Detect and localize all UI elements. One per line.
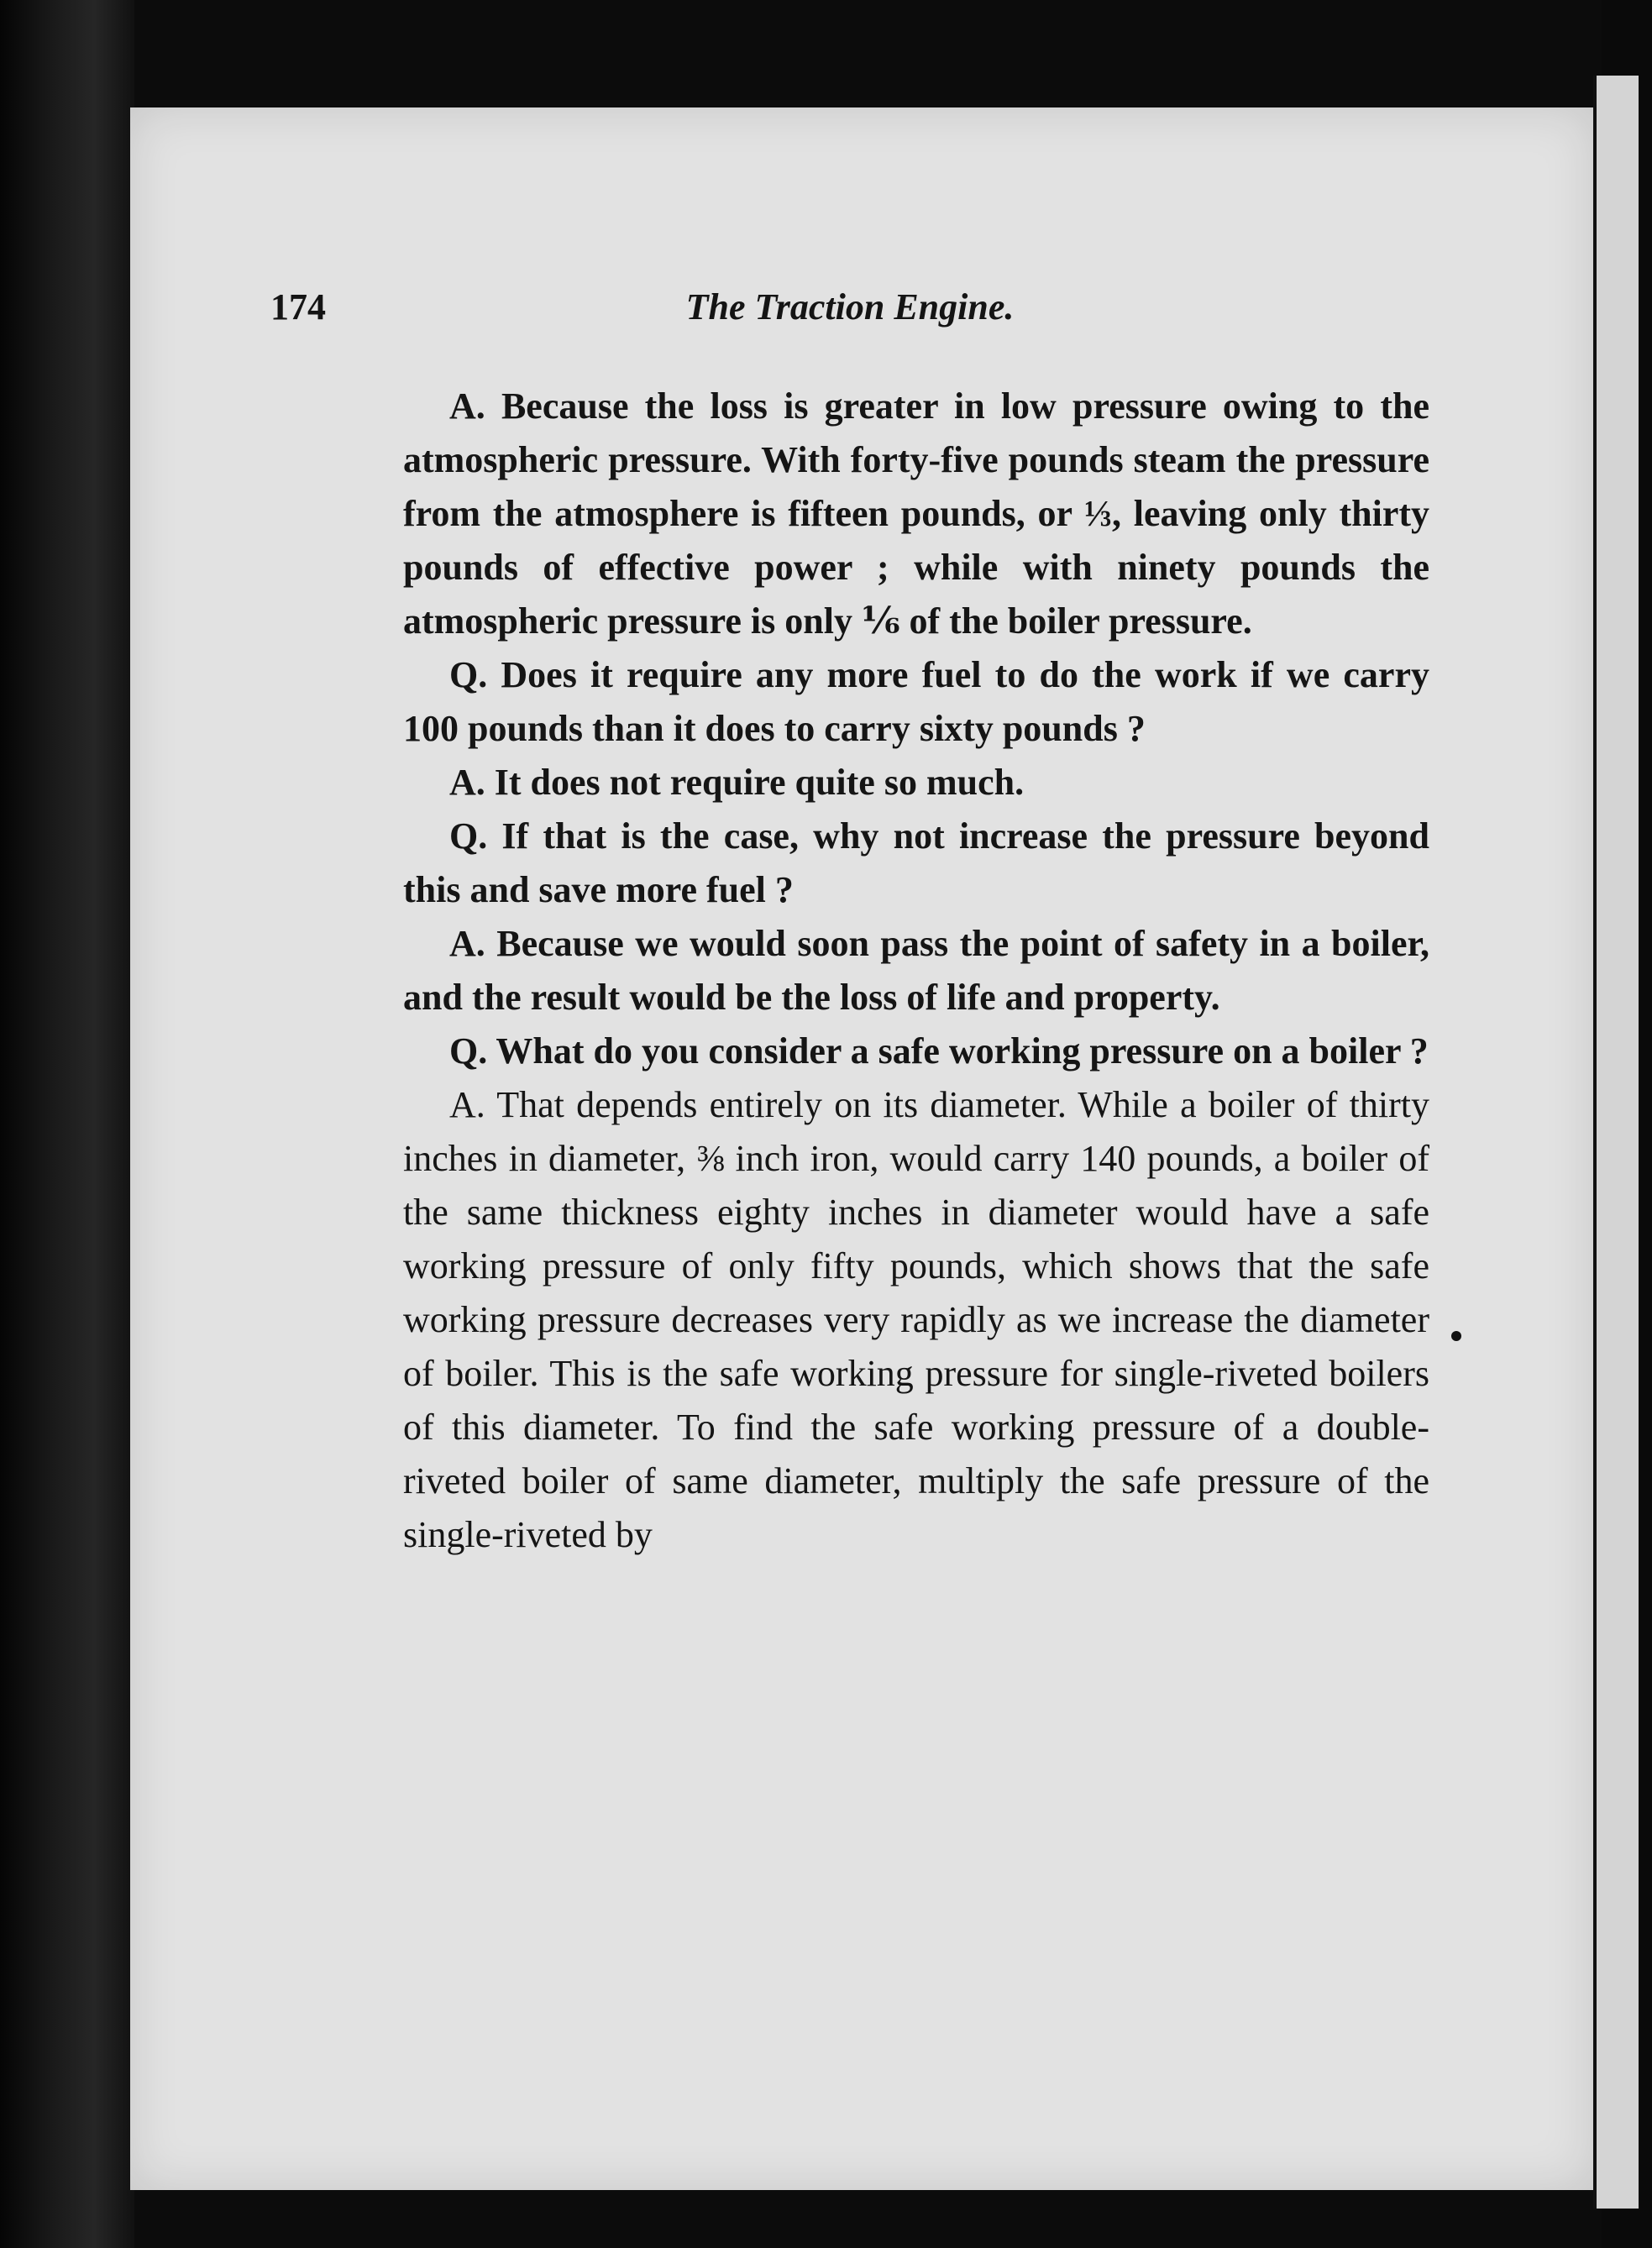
- paragraph-question-safe-pressure: Q. What do you consider a safe working pressure on a boiler ?: [449, 1030, 1429, 1072]
- body-text: [403, 380, 1429, 1562]
- ink-speck: [1451, 1331, 1461, 1341]
- paragraph-answer-diameter: A. That depends entirely on its diameter. While a boiler of thirty inches in diameter, ⅜ inch iron, would carry 140 pounds, a boiler of the same thickness eighty inches in diameter would have a safe working pressure of only fifty pounds, which shows that the safe working pressure decreases very rapidly as we increase the diameter of boiler. This is the safe working pressure for single-riveted boilers of this diameter. To find the safe working pressure of a double-riveted boiler of same diameter, multiply the safe pressure of the single-riveted by: [403, 1084, 1429, 1555]
- adjacent-page-edge: [1593, 76, 1639, 2209]
- paragraph-answer-loss: A. Because the loss is greater in low pressure owing to the atmospheric pressure. With forty-five pounds steam the pressure from the atmosphere is fifteen pounds, or ⅓, leaving only thirty pounds of effective power ; while with ninety pounds the atmospheric pressure is only ⅙ of the boiler pressure.: [403, 385, 1429, 642]
- paragraph-question-increase: Q. If that is the case, why not increase the pressure beyond this and save more fuel ?: [403, 815, 1429, 910]
- paragraph-answer-safety: A. Because we would soon pass the point of safety in a boiler, and the result would be the loss of life and property.: [403, 923, 1429, 1018]
- page-header: [270, 286, 1429, 353]
- page-number: 174: [270, 286, 326, 328]
- scan-border-left: [0, 0, 134, 2248]
- paragraph-question-fuel: Q. Does it require any more fuel to do the work if we carry 100 pounds than it does to carry sixty pounds ?: [403, 654, 1429, 749]
- paragraph-answer-fuel: A. It does not require quite so much.: [449, 762, 1025, 803]
- running-title: The Traction Engine.: [685, 286, 1015, 328]
